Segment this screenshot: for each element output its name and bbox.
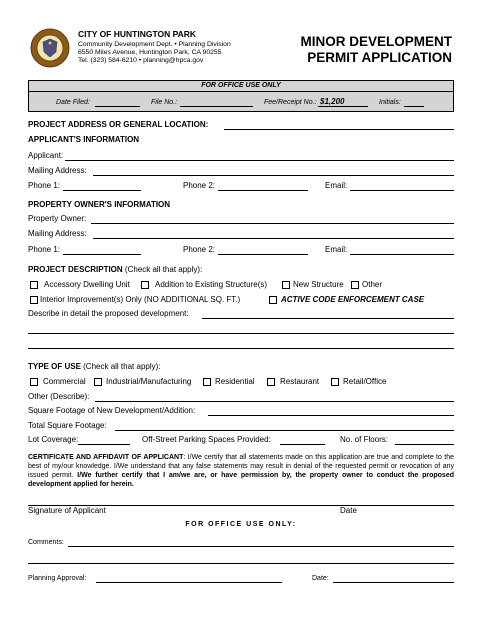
comments-label: Comments: xyxy=(28,539,64,546)
project-address-label: PROJECT ADDRESS OR GENERAL LOCATION: xyxy=(28,120,209,129)
description-heading-note: (Check all that apply): xyxy=(124,265,203,274)
applicant-heading: APPLICANT'S INFORMATION xyxy=(28,135,140,144)
checkbox-addition[interactable] xyxy=(141,281,149,289)
applicant-mailing-label: Mailing Address: xyxy=(28,166,87,175)
total-sqft-field[interactable] xyxy=(115,430,454,431)
parking-label: Off-Street Parking Spaces Provided: xyxy=(142,435,271,444)
applicant-phone2-field[interactable] xyxy=(218,190,308,191)
label-retail: Retail/Office xyxy=(343,377,387,386)
applicant-mailing-field[interactable] xyxy=(93,175,454,176)
use-other-field[interactable] xyxy=(95,401,454,402)
describe-label: Describe in detail the proposed development: xyxy=(28,309,189,318)
applicant-field[interactable] xyxy=(65,160,454,161)
owner-email-field[interactable] xyxy=(350,254,454,255)
floors-label: No. of Floors: xyxy=(340,435,389,444)
describe-field-line2[interactable] xyxy=(28,333,454,334)
signature-label: Signature of Applicant xyxy=(28,506,106,515)
owner-field[interactable] xyxy=(91,223,454,224)
describe-field-line1[interactable] xyxy=(202,318,454,319)
city-name: CITY OF HUNTINGTON PARK xyxy=(78,29,197,39)
file-no-field[interactable] xyxy=(180,106,253,107)
checkbox-accessory-dwelling[interactable] xyxy=(30,281,38,289)
certificate-bold: I/We further certify that I am/we are, or have permission by, the property owner to conduct the proposed development applied for herein. xyxy=(28,472,454,488)
checkbox-new-structure[interactable] xyxy=(282,281,290,289)
date-filed-label: Date Filed: xyxy=(56,99,90,106)
file-no-label: File No.: xyxy=(151,99,178,106)
planning-approval-label: Planning Approval: xyxy=(28,575,87,582)
applicant-phone1-field[interactable] xyxy=(63,190,141,191)
owner-phone2-label: Phone 2: xyxy=(183,245,216,254)
approval-date-field[interactable] xyxy=(333,582,454,583)
label-residential: Residential xyxy=(215,377,255,386)
sqft-new-label: Square Footage of New Development/Addition: xyxy=(28,406,196,415)
label-restaurant: Restaurant xyxy=(280,377,320,386)
label-interior-improvement: Interior Improvement(s) Only (NO ADDITIONAL SQ. FT.) xyxy=(40,295,241,304)
certificate-text xyxy=(28,453,454,489)
project-address-field[interactable] xyxy=(224,129,454,130)
fee-label: Fee/Receipt No.: xyxy=(264,99,317,106)
comments-field-line2[interactable] xyxy=(28,563,454,564)
approval-date-label: Date: xyxy=(312,575,329,582)
contact: Tel. (323) 584-6210 • planning@hpca.gov xyxy=(78,57,204,64)
applicant-email-field[interactable] xyxy=(350,190,454,191)
certificate-body: : I/We certify that all statements made on this application are true and complete to the best of my/our knowledge. I/We understand that any false statements may result in denial of the requested permit or revocation of any issued permit. xyxy=(28,454,454,479)
checkbox-commercial[interactable] xyxy=(30,378,38,386)
describe-field-line3[interactable] xyxy=(28,348,454,349)
floors-field[interactable] xyxy=(395,444,454,445)
initials-label: Initials: xyxy=(379,99,401,106)
fee-field[interactable] xyxy=(318,106,368,107)
owner-mailing-field[interactable] xyxy=(93,238,454,239)
use-heading: TYPE OF USE xyxy=(28,362,81,371)
lot-coverage-label: Lot Coverage: xyxy=(28,435,79,444)
use-heading-note: (Check all that apply): xyxy=(83,362,161,371)
signature-date-label: Date xyxy=(340,506,357,515)
address: 6550 Miles Avenue, Huntington Park, CA 90255 xyxy=(78,49,222,56)
checkbox-industrial[interactable] xyxy=(94,378,102,386)
comments-field-line1[interactable] xyxy=(68,546,454,547)
checkbox-residential[interactable] xyxy=(203,378,211,386)
applicant-phone2-label: Phone 2: xyxy=(183,181,216,190)
applicant-phone1-label: Phone 1: xyxy=(28,181,61,190)
fee-value[interactable]: $1,200 xyxy=(320,97,345,106)
office-use-bottom-title: FOR OFFICE USE ONLY: xyxy=(185,521,297,528)
label-new-structure: New Structure xyxy=(293,280,344,289)
owner-phone2-field[interactable] xyxy=(218,254,308,255)
checkbox-code-enforcement[interactable] xyxy=(269,296,277,304)
owner-label: Property Owner: xyxy=(28,214,87,223)
owner-phone1-field[interactable] xyxy=(63,254,141,255)
applicant-label: Applicant: xyxy=(28,151,64,160)
lot-coverage-field[interactable] xyxy=(78,444,130,445)
department: Community Development Dept. • Planning Division xyxy=(78,41,231,48)
owner-email-label: Email: xyxy=(325,245,348,254)
form-title-line1: MINOR DEVELOPMENT xyxy=(300,34,452,49)
label-other-description: Other xyxy=(362,280,383,289)
office-use-title: FOR OFFICE USE ONLY xyxy=(201,82,281,89)
applicant-email-label: Email: xyxy=(325,181,348,190)
planning-approval-field[interactable] xyxy=(96,582,282,583)
city-seal xyxy=(30,28,70,68)
label-commercial: Commercial xyxy=(43,377,86,386)
date-filed-field[interactable] xyxy=(95,106,140,107)
owner-mailing-label: Mailing Address: xyxy=(28,229,87,238)
certificate-heading: CERTIFICATE AND AFFIDAVIT OF APPLICANT xyxy=(28,454,184,461)
sqft-new-field[interactable] xyxy=(208,415,454,416)
label-industrial: Industrial/Manufacturing xyxy=(106,377,192,386)
owner-phone1-label: Phone 1: xyxy=(28,245,61,254)
form-title-line2: PERMIT APPLICATION xyxy=(307,50,452,65)
description-heading: PROJECT DESCRIPTION xyxy=(28,265,123,274)
parking-field[interactable] xyxy=(280,444,325,445)
label-addition: Addition to Existing Structure(s) xyxy=(155,280,268,289)
checkbox-other-description[interactable] xyxy=(351,281,359,289)
total-sqft-label: Total Square Footage: xyxy=(28,421,107,430)
label-code-enforcement: ACTIVE CODE ENFORCEMENT CASE xyxy=(281,295,425,304)
owner-heading: PROPERTY OWNER'S INFORMATION xyxy=(28,200,171,209)
label-accessory-dwelling: Accessory Dwelling Unit xyxy=(44,280,130,289)
initials-field[interactable] xyxy=(404,106,424,107)
use-other-label: Other (Describe): xyxy=(28,392,90,401)
checkbox-restaurant[interactable] xyxy=(267,378,275,386)
checkbox-retail[interactable] xyxy=(331,378,339,386)
checkbox-interior-improvement[interactable] xyxy=(30,296,38,304)
